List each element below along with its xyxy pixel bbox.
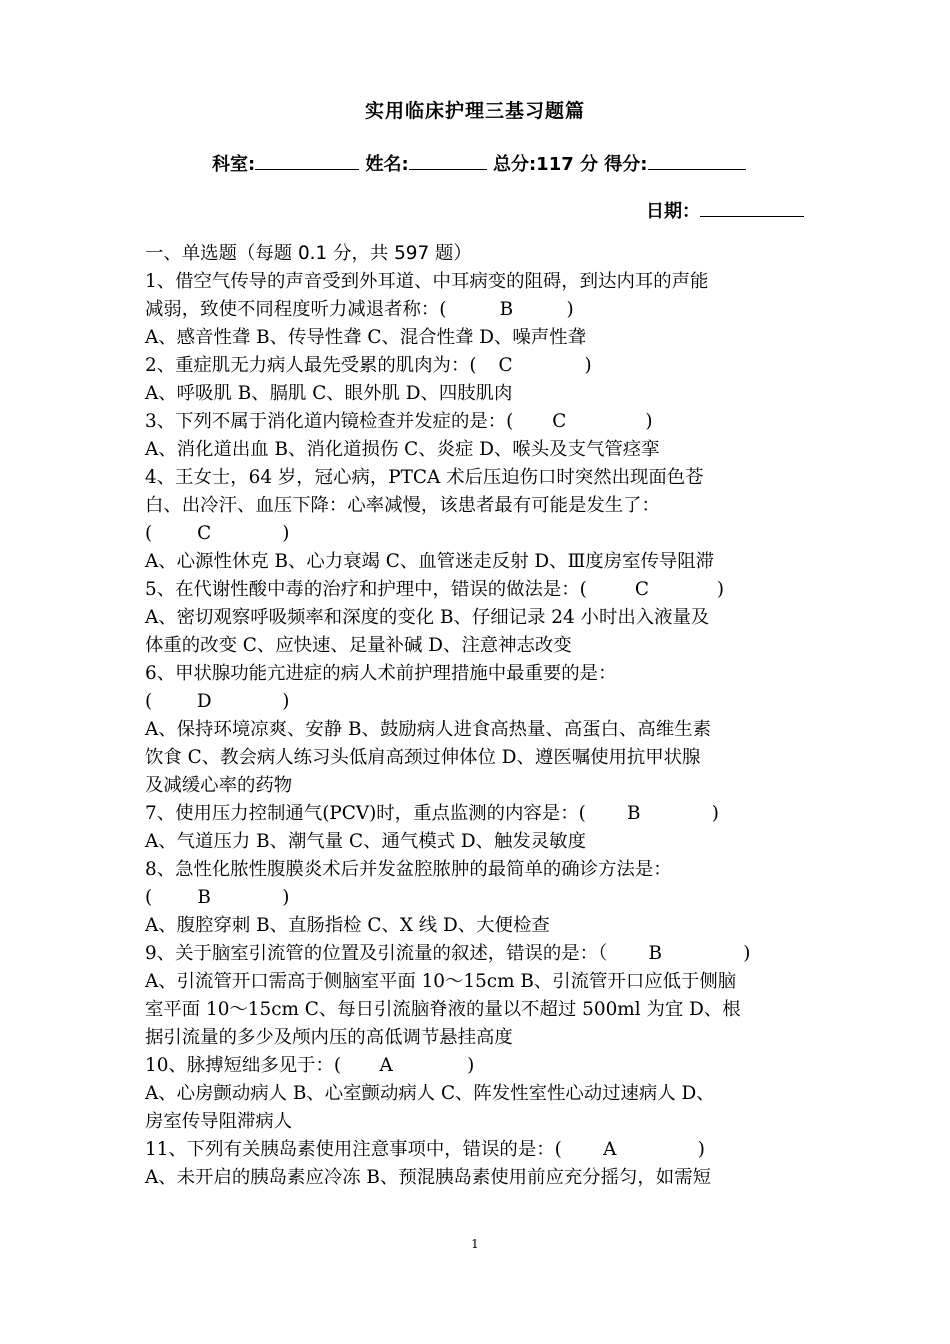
q6-options-line3: 及减缓心率的药物: [145, 775, 293, 796]
q4-answer-line: ( C ): [145, 520, 817, 548]
q6-answer-line: ( D ): [145, 688, 817, 716]
document-title: 实用临床护理三基习题篇: [364, 100, 585, 122]
q2-options: A、呼吸肌 B、膈肌 C、眼外肌 D、四肢肌肉: [145, 383, 513, 404]
total-score-label: 总分:117 分: [492, 154, 599, 175]
page-number: 1: [471, 1237, 479, 1251]
q6-options-line2: 饮食 C、教会病人练习头低肩高颈过伸体位 D、遵医嘱使用抗甲状腺: [145, 747, 701, 768]
q1-options: A、感音性聋 B、传导性聋 C、混合性聋 D、噪声性聋: [145, 327, 586, 348]
q8-answer: B: [197, 887, 211, 908]
q10-options-line1: A、心房颤动病人 B、心室颤动病人 C、阵发性室性心动过速病人 D、: [145, 1083, 715, 1104]
score-label: 得分:: [604, 154, 648, 175]
name-label: 姓名:: [365, 154, 409, 175]
q7-stem: 7、使用压力控制通气(PCV)时，重点监测的内容是：( B ): [145, 800, 817, 828]
q5-stem: 5、在代谢性酸中毒的治疗和护理中，错误的做法是：( C ): [145, 576, 817, 604]
department-blank[interactable]: [255, 153, 359, 170]
q10-stem: 10、脉搏短绌多见于：( A ): [145, 1052, 817, 1080]
q3-stem: 3、下列不属于消化道内镜检查并发症的是：( C ): [145, 408, 817, 436]
q9-options-line3: 据引流量的多少及颅内压的高低调节悬挂高度: [145, 1027, 513, 1048]
q8-stem: 8、急性化脓性腹膜炎术后并发盆腔脓肿的最简单的确诊方法是：: [145, 859, 672, 880]
q7-answer: B: [627, 803, 641, 824]
q6-stem: 6、甲状腺功能亢进症的病人术前护理措施中最重要的是：: [145, 663, 617, 684]
q9-options-line2: 室平面 10～15cm C、每日引流脑脊液的量以不超过 500ml 为宜 D、根: [145, 999, 741, 1020]
q9-answer: B: [648, 943, 663, 964]
q7-options: A、气道压力 B、潮气量 C、通气模式 D、触发灵敏度: [145, 831, 586, 852]
q5-options-line1: A、密切观察呼吸频率和深度的变化 B、仔细记录 24 小时出入液量及: [145, 607, 710, 628]
q1-answer: B: [499, 299, 514, 320]
q1-stem-line1: 1、借空气传导的声音受到外耳道、中耳病变的阻碍，到达内耳的声能: [145, 271, 709, 292]
q9-options-line1: A、引流管开口需高于侧脑室平面 10～15cm B、引流管开口应低于侧脑: [145, 971, 737, 992]
name-blank[interactable]: [409, 153, 487, 170]
q2-stem: 2、重症肌无力病人最先受累的肌肉为：( C ): [145, 352, 817, 380]
q8-options: A、腹腔穿刺 B、直肠指检 C、X 线 D、大便检查: [145, 915, 550, 936]
q4-options: A、心源性休克 B、心力衰竭 C、血管迷走反射 D、Ⅲ度房室传导阻滞: [145, 551, 715, 572]
date-blank[interactable]: [700, 200, 804, 217]
q11-options-line1: A、未开启的胰岛素应冷冻 B、预混胰岛素使用前应充分摇匀，如需短: [145, 1167, 711, 1188]
exam-info-row: [212, 150, 772, 176]
q10-options-line2: 房室传导阻滞病人: [145, 1111, 293, 1132]
q6-answer: D: [196, 691, 212, 712]
q8-answer-line: ( B ): [145, 884, 817, 912]
date-label: 日期：: [646, 201, 700, 222]
q2-answer: C: [498, 355, 513, 376]
question-list: [145, 240, 817, 1192]
q11-stem: 11、下列有关胰岛素使用注意事项中，错误的是：( A ): [145, 1136, 817, 1164]
q1-stem-line2: 减弱，致使不同程度听力减退者称：( B ): [145, 296, 817, 324]
score-blank[interactable]: [648, 153, 746, 170]
department-label: 科室:: [212, 154, 256, 175]
section-heading: 一、单选题（每题 0.1 分，共 597 题）: [145, 243, 472, 264]
q3-answer: C: [552, 411, 567, 432]
q5-options-line2: 体重的改变 C、应快速、足量补碱 D、注意神志改变: [145, 635, 572, 656]
q11-answer: A: [603, 1139, 617, 1160]
q10-answer: A: [379, 1055, 393, 1076]
q4-stem-line1: 4、王女士，64 岁，冠心病，PTCA 术后压迫伤口时突然出现面色苍: [145, 467, 704, 488]
q3-options: A、消化道出血 B、消化道损伤 C、炎症 D、喉头及支气管痉挛: [145, 439, 660, 460]
q4-answer: C: [197, 523, 212, 544]
q5-answer: C: [634, 579, 649, 600]
q4-stem-line2: 白、出冷汗、血压下降：心率减慢，该患者最有可能是发生了：: [145, 495, 660, 516]
date-row: [646, 197, 804, 223]
q9-stem: 9、关于脑室引流管的位置及引流量的叙述，错误的是：（ B ): [145, 940, 817, 968]
q6-options-line1: A、保持环境凉爽、安静 B、鼓励病人进食高热量、高蛋白、高维生素: [145, 719, 711, 740]
